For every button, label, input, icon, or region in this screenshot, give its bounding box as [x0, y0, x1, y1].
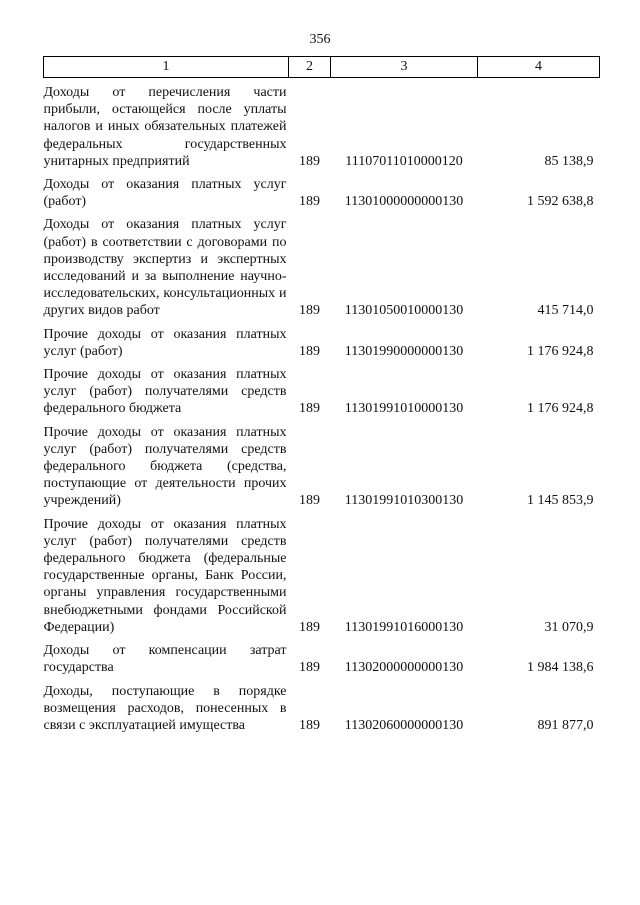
row-budget-code: 11107011010000120 — [345, 153, 463, 169]
row-admin-code: 189 — [299, 660, 320, 676]
header-col-4: 4 — [478, 57, 600, 78]
row-amount: 1 176 924,8 — [527, 401, 594, 417]
row-amount: 85 138,9 — [544, 153, 594, 169]
row-admin-code: 189 — [299, 619, 320, 635]
row-admin-code: 189 — [299, 153, 320, 169]
row-name: Доходы от перечисления части прибыли, остающейся после уплаты налогов и иных обязательных платежей федеральных государственных унитарных предприятий — [43, 85, 287, 169]
row-amount: 1 592 638,8 — [527, 194, 594, 210]
row-admin-code: 189 — [299, 303, 320, 319]
table-row — [44, 510, 600, 636]
row-name: Доходы от оказания платных услуг (работ) в соответствии с договорами по производству экспертиз и экспертных исследований и за выполнение научно-исследовательских, консультационных и других видов работ — [43, 217, 287, 319]
row-budget-code: 11301050010000130 — [344, 303, 464, 319]
table-row — [44, 360, 600, 418]
header-col-1: 1 — [44, 57, 289, 78]
table-row — [44, 636, 600, 676]
row-admin-code: 189 — [299, 343, 320, 359]
table-row — [44, 170, 600, 210]
row-admin-code: 189 — [299, 194, 320, 210]
table-row — [44, 677, 600, 735]
row-amount: 1 984 138,6 — [527, 660, 594, 676]
header-col-3: 3 — [331, 57, 478, 78]
row-name: Прочие доходы от оказания платных услуг (работ) — [43, 326, 287, 359]
row-budget-code: 11302060000000130 — [344, 717, 464, 733]
row-amount: 1 145 853,9 — [527, 493, 594, 509]
row-budget-code: 11301991016000130 — [344, 619, 464, 635]
table-row — [44, 78, 600, 171]
row-name: Прочие доходы от оказания платных услуг (работ) получателями средств федерального бюджета (федеральные государственные органы, Банк России, органы управления государственными внебюджетными фондами Российской Федерации) — [43, 516, 287, 635]
table-row — [44, 320, 600, 360]
row-budget-code: 11301990000000130 — [344, 343, 464, 359]
row-budget-code: 11302000000000130 — [344, 660, 464, 676]
row-amount: 31 070,9 — [544, 619, 594, 635]
page-number: 356 — [309, 32, 331, 47]
header-col-2: 2 — [289, 57, 331, 78]
row-admin-code: 189 — [299, 717, 320, 733]
row-admin-code: 189 — [299, 493, 320, 509]
revenue-table — [43, 56, 600, 734]
row-budget-code: 11301991010300130 — [344, 493, 464, 509]
row-name: Доходы, поступающие в порядке возмещения расходов, понесенных в связи с эксплуатацией имущества — [43, 683, 287, 733]
table-row — [44, 210, 600, 319]
row-name: Доходы от компенсации затрат государства — [43, 643, 287, 676]
row-admin-code: 189 — [299, 401, 320, 417]
row-name: Доходы от оказания платных услуг (работ) — [43, 177, 287, 210]
table-header-row — [44, 57, 600, 78]
row-amount: 1 176 924,8 — [527, 343, 594, 359]
row-budget-code: 11301991010000130 — [344, 401, 464, 417]
row-name: Прочие доходы от оказания платных услуг (работ) получателями средств федерального бюджета (средства, поступающие от деятельности прочих учреждений) — [43, 424, 287, 509]
row-budget-code: 11301000000000130 — [344, 194, 464, 210]
row-amount: 415 714,0 — [537, 303, 594, 319]
row-amount: 891 877,0 — [537, 717, 594, 733]
row-name: Прочие доходы от оказания платных услуг (работ) получателями средств федерального бюджета — [43, 367, 287, 417]
table-row — [44, 418, 600, 510]
